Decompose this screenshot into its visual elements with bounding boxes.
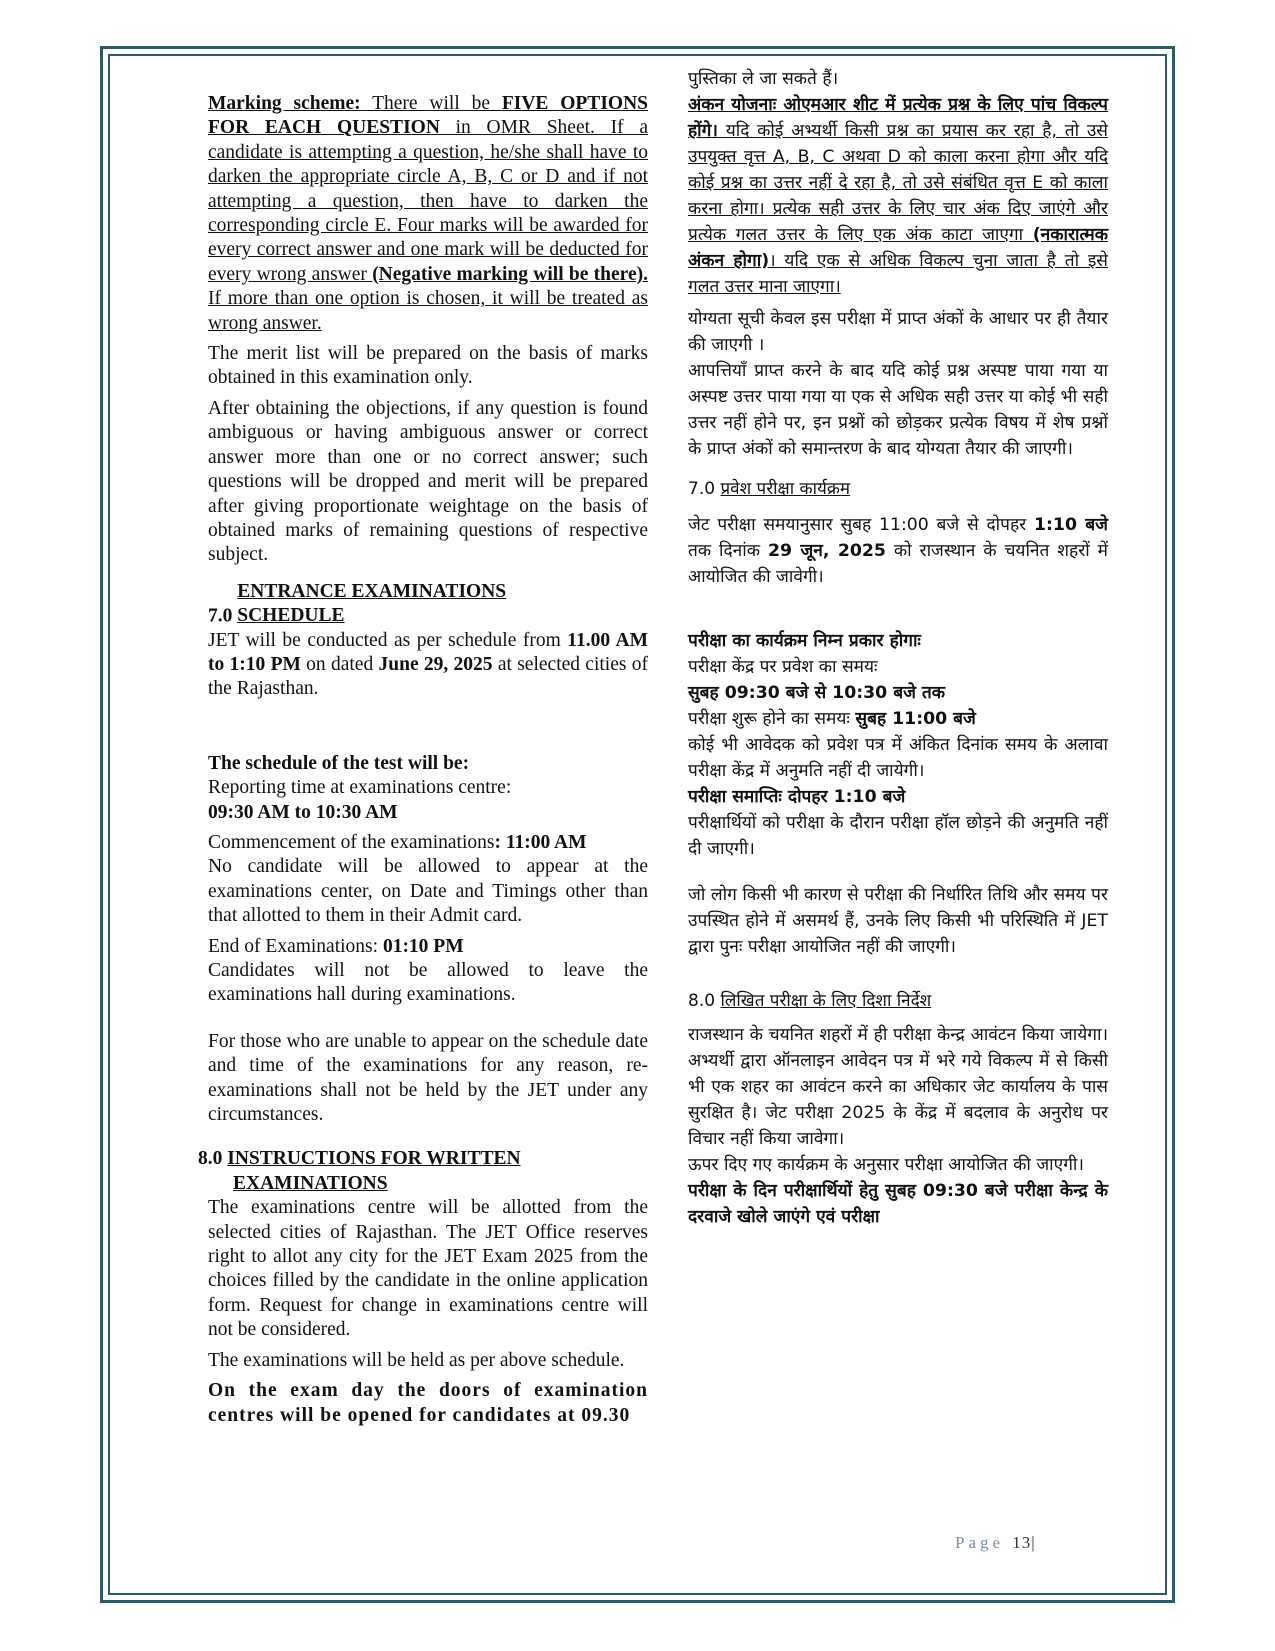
doors-paragraph: On the exam day the doors of examination centres will be opened for candidates at 09.30 — [208, 1380, 648, 1426]
hindi-marking-paragraph: अंकन योजनाः ओएमआर शीट में प्रत्येक प्रश्न के लिए पांच विकल्प होंगे। यदि कोई अभ्यर्थी किसी प्रश्न का प्रयास कर रहा है, तो उसे उपयुक्त वृत्त A, B, C अथवा D को काला करना होगा और यदि कोई प्रश्न का उत्तर नहीं दे रहा है, तो उसे संबंधित वृत्त E को काला करना होगा। प्रत्येक सही उत्तर के लिए चार अंक दिए जाएंगे और प्रत्येक गलत उत्तर के लिए एक अंक काटा जाएगा (नकारात्मक अंकन होगा)। यदि एक से अधिक विकल्प चुना जाता है तो इसे गलत उत्तर माना जाएगा। — [688, 95, 1108, 297]
hindi-centre-allot-paragraph: राजस्थान के चयनित शहरों में ही परीक्षा केन्द्र आवंटन किया जायेगा। अभ्यर्थी द्वारा ऑनलाइन आवेदन पत्र में भरे गये विकल्प में से किसी भी एक शहर का आवंटन करने का अधिकार जेट कार्यालय के पास सुरक्षित है। जेट परीक्षा 2025 के केंद्र में बदलाव के अनुरोध पर विचार नहीं किया जावेगा। — [688, 1025, 1108, 1149]
section-7-heading: 7.0 ENTRANCE EXAMINATIONS SCHEDULE — [208, 580, 507, 627]
centre-allot-paragraph: The examinations centre will be allotted from the selected cities of Rajasthan. The JET Office reserves right to allot any city for the JET Exam 2025 from the choices filled by the candidate in the online application form. Request for change in examinations centre will not be considered. — [208, 1197, 648, 1341]
no-candidate-paragraph: No candidate will be allowed to appear at the examinations center, on Date and Timings other than that allotted to them in their Admit card. — [208, 856, 648, 927]
english-column: Marking scheme: There will be FIVE OPTIONS FOR EACH QUESTION in OMR Sheet. If a candidate is attempting a question, he/she shall have to darken the appropriate circle A, B, C or D and if not attempting a question, then have to darken the corresponding circle E. Four marks will be awarded for every correct answer and one mark will be deducted for every wrong answer (Negative marking will be there). If more than one option is chosen, it will be treated as wrong answer. The merit list will be prepared on the basis of marks obtained in this examination only. After obtaining the objections, if any question is found ambiguous or having ambiguous answer or correct answer more than one or no correct answer; such questions will be dropped and merit will be prepared after giving proportionate weightage on the basis of obtained marks of remaining questions of respective subject. 7.0 ENTRANCE EXAMINATIONS SCHEDULE JET will be conducted as per schedule from 11.00 AM to 1:10 PM on dated June 29, 2025 at selected cities of the Rajasthan. The schedule of the test will be: Reporting time at examinations centre: 09:30 AM to 10:30 AM Commencement of the examinations: 11:00 AM No candidate will be allowed to appear at the examinations center, on Date and Timings other than that allotted to them in their Admit card. End of Examinations: 01:10 PM Candidates will not be allowed to leave the examinations hall during examinations. For those who are unable to appear on the schedule date and time of the examinations for any reason, re-examinations shall not be held by the JET under any circumstances. 8.0 INSTRUCTIONS FOR WRITTEN EXAMINATIONS The examinations centre will be allotted from the selected cities of Rajasthan. The JET Office reserves right to allot any city for the JET Exam 2025 from the choices filled by the candidate in the online application form. Request for change in examinations centre will not be considered. The examinations will be held as per above schedule. On the exam day the doors of examination centres will be opened for candidates at 09.30 — [208, 66, 648, 1434]
hindi-section-7-heading: 7.0 प्रवेश परीक्षा कार्यक्रम — [688, 479, 851, 499]
marking-scheme-label: Marking scheme: — [208, 93, 361, 114]
hindi-schedule-heading: परीक्षा का कार्यक्रम निम्न प्रकार होगाः — [688, 631, 921, 651]
hindi-objections-paragraph: आपत्तियाँ प्राप्त करने के बाद यदि कोई प्रश्न अस्पष्ट पाया गया या अस्पष्ट उत्तर पाया गया या एक से अधिक सही उत्तर या कोई भी सही उत्तर नहीं होने पर, इन प्रश्नों को छोड़कर प्रत्येक विषय में शेष प्रश्नों के प्राप्त अंकों को समान्तरण के बाद योग्यता तैयार की जाएगी। — [688, 361, 1108, 459]
reporting-time: 09:30 AM to 10:30 AM — [208, 801, 398, 823]
hindi-commencement-line: परीक्षा शुरू होने का समयः सुबह 11:00 बजे — [688, 709, 976, 729]
leave-paragraph: Candidates will not be allowed to leave the examinations hall during examinations. — [208, 960, 648, 1006]
hindi-merit-paragraph: योग्यता सूची केवल इस परीक्षा में प्राप्त अंकों के आधार पर ही तैयार की जाएगी । — [688, 309, 1108, 355]
hindi-jet-schedule-paragraph: जेट परीक्षा समयानुसार सुबह 11:00 बजे से दोपहर 1:10 बजे तक दिनांक 29 जून, 2025 को राजस्थान के चयनित शहरों में आयोजित की जावेगी। — [688, 515, 1108, 587]
page-label: Page — [955, 1533, 1005, 1552]
commencement-line: Commencement of the examinations: 11:00 AM — [208, 831, 587, 853]
objections-paragraph: After obtaining the objections, if any question is found ambiguous or having ambiguous answer or correct answer more than one or no correct answer; such questions will be dropped and merit will be prepared after giving proportionate weightage on the basis of obtained marks of remaining questions of respective subject. — [208, 397, 648, 566]
hindi-column — [688, 66, 1108, 1236]
hindi-unable-paragraph: जो लोग किसी भी कारण से परीक्षा की निर्धारित तिथि और समय पर उपस्थित होने में असमर्थ हैं, उनके लिए किसी भी परिस्थिति में JET द्वारा पुनः परीक्षा आयोजित नहीं की जाएगी। — [688, 885, 1108, 957]
reporting-label: Reporting time at examinations centre: — [208, 777, 512, 799]
hindi-end-line: परीक्षा समाप्तिः दोपहर 1:10 बजे — [688, 787, 906, 807]
merit-paragraph: The merit list will be prepared on the basis of marks obtained in this examination only. — [208, 343, 648, 389]
marking-scheme-paragraph: Marking scheme: There will be FIVE OPTIONS FOR EACH QUESTION in OMR Sheet. If a candidate is attempting a question, he/she shall have to darken the appropriate circle A, B, C or D and if not attempting a question, then have to darken the corresponding circle E. Four marks will be awarded for every correct answer and one mark will be deducted for every wrong answer (Negative marking will be there). If more than one option is chosen, it will be treated as wrong answer. — [208, 93, 648, 334]
section-8-heading: 8.0 INSTRUCTIONS FOR WRITTEN — [198, 1148, 521, 1170]
end-line: End of Examinations: 01:10 PM — [208, 935, 464, 957]
hindi-doors-paragraph: परीक्षा के दिन परीक्षार्थियों हेतु सुबह 09:30 बजे परीक्षा केन्द्र के दरवाजे खोले जाएंगे एवं परीक्षा — [688, 1181, 1108, 1227]
unable-paragraph: For those who are unable to appear on the schedule date and time of the examinations for any reason, re-examinations shall not be held by the JET under any circumstances. — [208, 1030, 648, 1126]
jet-schedule-paragraph: JET will be conducted as per schedule from 11.00 AM to 1:10 PM on dated June 29, 2025 at selected cities of the Rajasthan. — [208, 629, 649, 700]
hindi-leave-paragraph: परीक्षार्थियों को परीक्षा के दौरान परीक्षा हॉल छोड़ने की अनुमति नहीं दी जाएगी। — [688, 813, 1108, 859]
page-footer: Page 13| — [955, 1533, 1036, 1552]
hindi-reporting-time: सुबह 09:30 बजे से 10:30 बजे तक — [688, 683, 946, 703]
held-paragraph: The examinations will be held as per above schedule. — [208, 1349, 625, 1371]
page-number: 13 — [1012, 1533, 1032, 1552]
hindi-no-candidate-paragraph: कोई भी आवेदक को प्रवेश पत्र में अंकित दिनांक समय के अलावा परीक्षा केंद्र में अनुमति नहीं दी जायेगी। — [688, 735, 1108, 781]
top-line: पुस्तिका ले जा सकते हैं। — [688, 69, 839, 89]
schedule-heading: The schedule of the test will be: — [208, 752, 470, 774]
hindi-section-8-heading: 8.0 लिखित परीक्षा के लिए दिशा निर्देश — [688, 991, 932, 1011]
hindi-held-paragraph: ऊपर दिए गए कार्यक्रम के अनुसार परीक्षा आयोजित की जाएगी। — [688, 1155, 1084, 1175]
hindi-reporting-label: परीक्षा केंद्र पर प्रवेश का समयः — [688, 657, 878, 677]
